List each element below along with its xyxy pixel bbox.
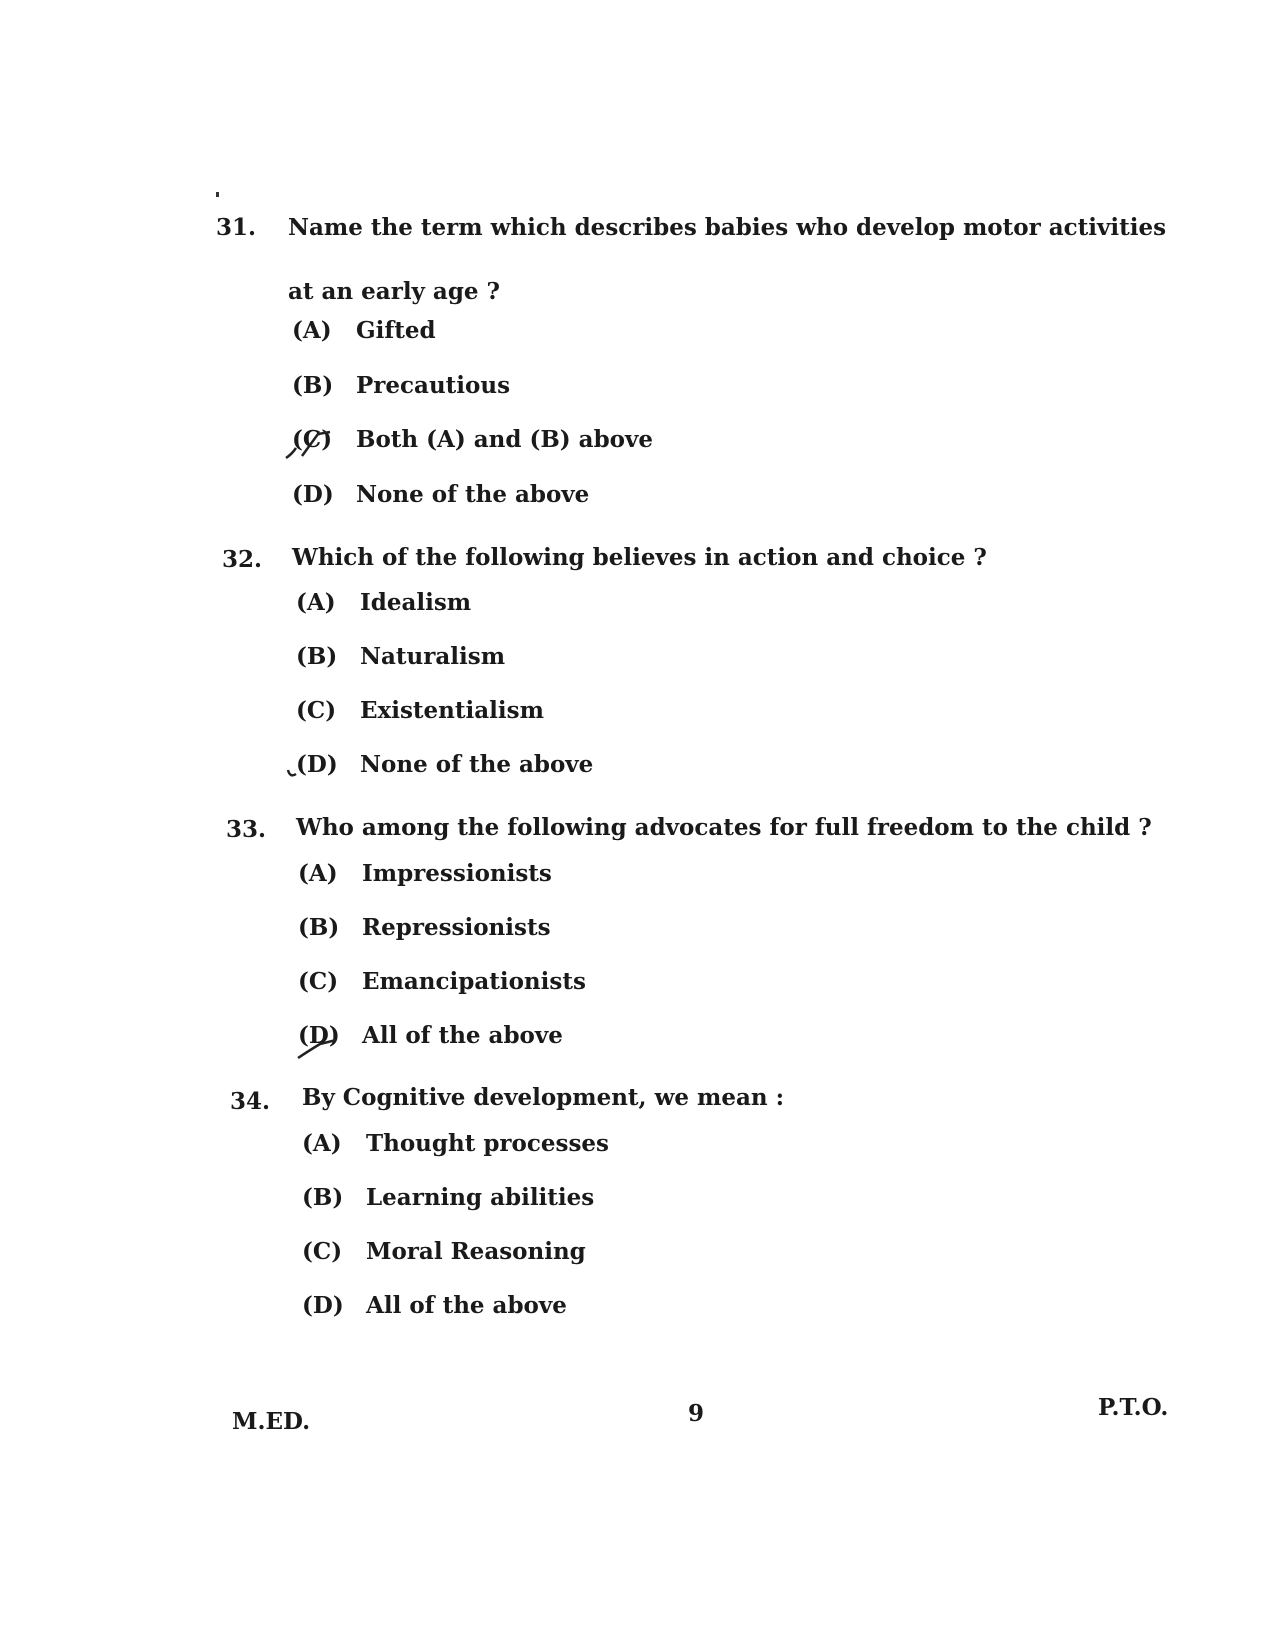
option-text: Emancipationists <box>362 968 586 995</box>
option-label: (A) <box>292 317 332 344</box>
option-label: (A) <box>298 860 338 887</box>
option-label: (D) <box>292 481 334 508</box>
option-a <box>292 317 436 344</box>
option-text: Precautious <box>356 372 511 399</box>
option-d <box>296 751 593 778</box>
question-number: 32. <box>222 546 263 573</box>
option-label: (D) <box>298 1022 340 1049</box>
option-b <box>296 643 505 670</box>
option-text: Both (A) and (B) above <box>356 426 654 453</box>
footer-course-code: M.ED. <box>232 1408 311 1435</box>
option-text: Idealism <box>360 589 472 616</box>
question-text: Who among the following advocates for full freedom to the child ? <box>296 814 1152 841</box>
option-c <box>298 968 586 995</box>
option-text: None of the above <box>360 751 594 778</box>
question-number: 34. <box>230 1088 271 1115</box>
option-text: Impressionists <box>362 860 552 887</box>
option-d <box>302 1292 567 1319</box>
option-text: All of the above <box>362 1022 563 1049</box>
option-label: (D) <box>302 1292 344 1319</box>
option-text: None of the above <box>356 481 590 508</box>
option-text: Moral Reasoning <box>366 1238 586 1265</box>
handwritten-tick-mark <box>284 428 344 464</box>
handwritten-tick-mark <box>296 1032 346 1062</box>
option-c <box>296 697 544 724</box>
option-label: (D) <box>296 751 338 778</box>
option-c <box>292 426 653 453</box>
option-text: Thought processes <box>366 1130 609 1157</box>
question-text: By Cognitive development, we mean : <box>302 1084 785 1111</box>
option-d <box>292 481 589 508</box>
option-text: Naturalism <box>360 643 506 670</box>
option-label: (C) <box>292 426 333 453</box>
option-text: Learning abilities <box>366 1184 595 1211</box>
option-label: (B) <box>302 1184 344 1211</box>
option-b <box>292 372 510 399</box>
option-c <box>302 1238 586 1265</box>
option-a <box>302 1130 609 1157</box>
option-text: Existentialism <box>360 697 544 724</box>
scan-speck <box>216 192 219 197</box>
option-label: (B) <box>292 372 334 399</box>
option-label: (A) <box>296 589 336 616</box>
handwritten-tick-mark <box>286 766 306 780</box>
option-text: Repressionists <box>362 914 551 941</box>
option-label: (C) <box>296 697 337 724</box>
option-label: (B) <box>298 914 340 941</box>
question-number: 31. <box>216 214 257 241</box>
question-text: Which of the following believes in action and choice ? <box>292 544 987 571</box>
option-a <box>296 589 471 616</box>
option-text: Gifted <box>356 317 436 344</box>
option-label: (C) <box>298 968 339 995</box>
footer-pto: P.T.O. <box>1098 1394 1169 1421</box>
option-a <box>298 860 552 887</box>
question-text: Name the term which describes babies who develop motor activities at an early age ? <box>288 214 1167 305</box>
footer-page-number: 9 <box>688 1400 705 1427</box>
question-number: 33. <box>226 816 267 843</box>
option-text: All of the above <box>366 1292 567 1319</box>
option-label: (C) <box>302 1238 343 1265</box>
option-b <box>298 914 551 941</box>
option-label: (B) <box>296 643 338 670</box>
option-b <box>302 1184 594 1211</box>
option-label: (A) <box>302 1130 342 1157</box>
